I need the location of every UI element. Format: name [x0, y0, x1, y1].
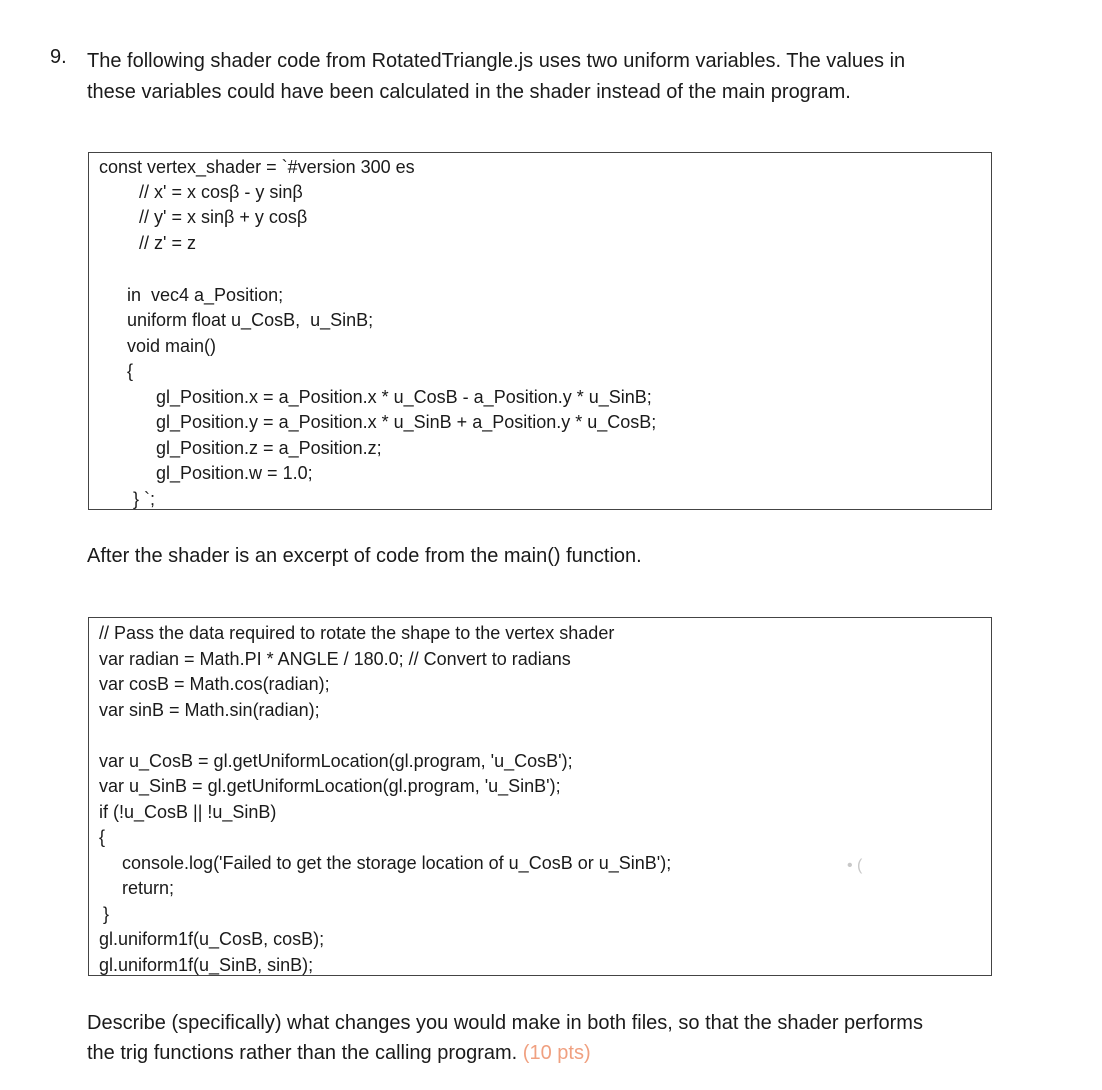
bottom-line-1: Describe (specifically) what changes you would make in both files, so that the shader performs: [87, 1012, 923, 1034]
question-line-2: these variables could have been calculated in the shader instead of the main program.: [87, 81, 851, 103]
code-line: {: [99, 827, 106, 847]
margin-mark: • (: [847, 857, 863, 874]
code-line: var u_CosB = gl.getUniformLocation(gl.program, 'u_CosB');: [99, 751, 573, 771]
code-line: } `;: [133, 489, 156, 509]
code-line: const vertex_shader = `#version 300 es: [99, 157, 415, 177]
middle-text: After the shader is an excerpt of code from the main() function.: [87, 545, 642, 567]
code-line: var cosB = Math.cos(radian);: [99, 674, 330, 694]
code-line: in vec4 a_Position;: [127, 285, 284, 305]
code-line: gl_Position.w = 1.0;: [156, 463, 313, 483]
shader-code-box: [88, 152, 992, 510]
code-line: var radian = Math.PI * ANGLE / 180.0; // Convert to radians: [99, 649, 571, 669]
code-line: var u_SinB = gl.getUniformLocation(gl.program, 'u_SinB');: [99, 776, 561, 796]
code-line: return;: [122, 878, 175, 898]
question-text: [87, 46, 987, 108]
question-number: 9.: [50, 46, 67, 68]
code-line: // y' = x sinβ + y cosβ: [139, 207, 308, 227]
code-line: gl_Position.z = a_Position.z;: [156, 438, 382, 458]
question-line-1: The following shader code from RotatedTriangle.js uses two uniform variables. The values in: [87, 50, 906, 72]
main-code-box: [88, 617, 992, 976]
bottom-text: [87, 1008, 1007, 1068]
points-label: (10 pts): [522, 1042, 591, 1064]
code-line: {: [127, 361, 134, 381]
code-line: void main(): [127, 336, 217, 356]
code-line: gl.uniform1f(u_SinB, sinB);: [99, 955, 314, 975]
code-line: uniform float u_CosB, u_SinB;: [127, 310, 374, 330]
bottom-line-2: the trig functions rather than the calling program.: [87, 1042, 518, 1064]
code-line: gl_Position.y = a_Position.x * u_SinB + a_Position.y * u_CosB;: [156, 412, 657, 432]
code-line: if (!u_CosB || !u_SinB): [99, 802, 277, 822]
code-line: // x' = x cosβ - y sinβ: [139, 182, 303, 202]
code-line: var sinB = Math.sin(radian);: [99, 700, 320, 720]
code-line: }: [103, 904, 110, 924]
code-line: // Pass the data required to rotate the shape to the vertex shader: [99, 623, 615, 643]
code-line: gl.uniform1f(u_CosB, cosB);: [99, 929, 325, 949]
code-line: console.log('Failed to get the storage location of u_CosB or u_SinB');: [122, 853, 672, 873]
code-line: gl_Position.x = a_Position.x * u_CosB - a_Position.y * u_SinB;: [156, 387, 652, 407]
code-line: // z' = z: [139, 233, 196, 253]
